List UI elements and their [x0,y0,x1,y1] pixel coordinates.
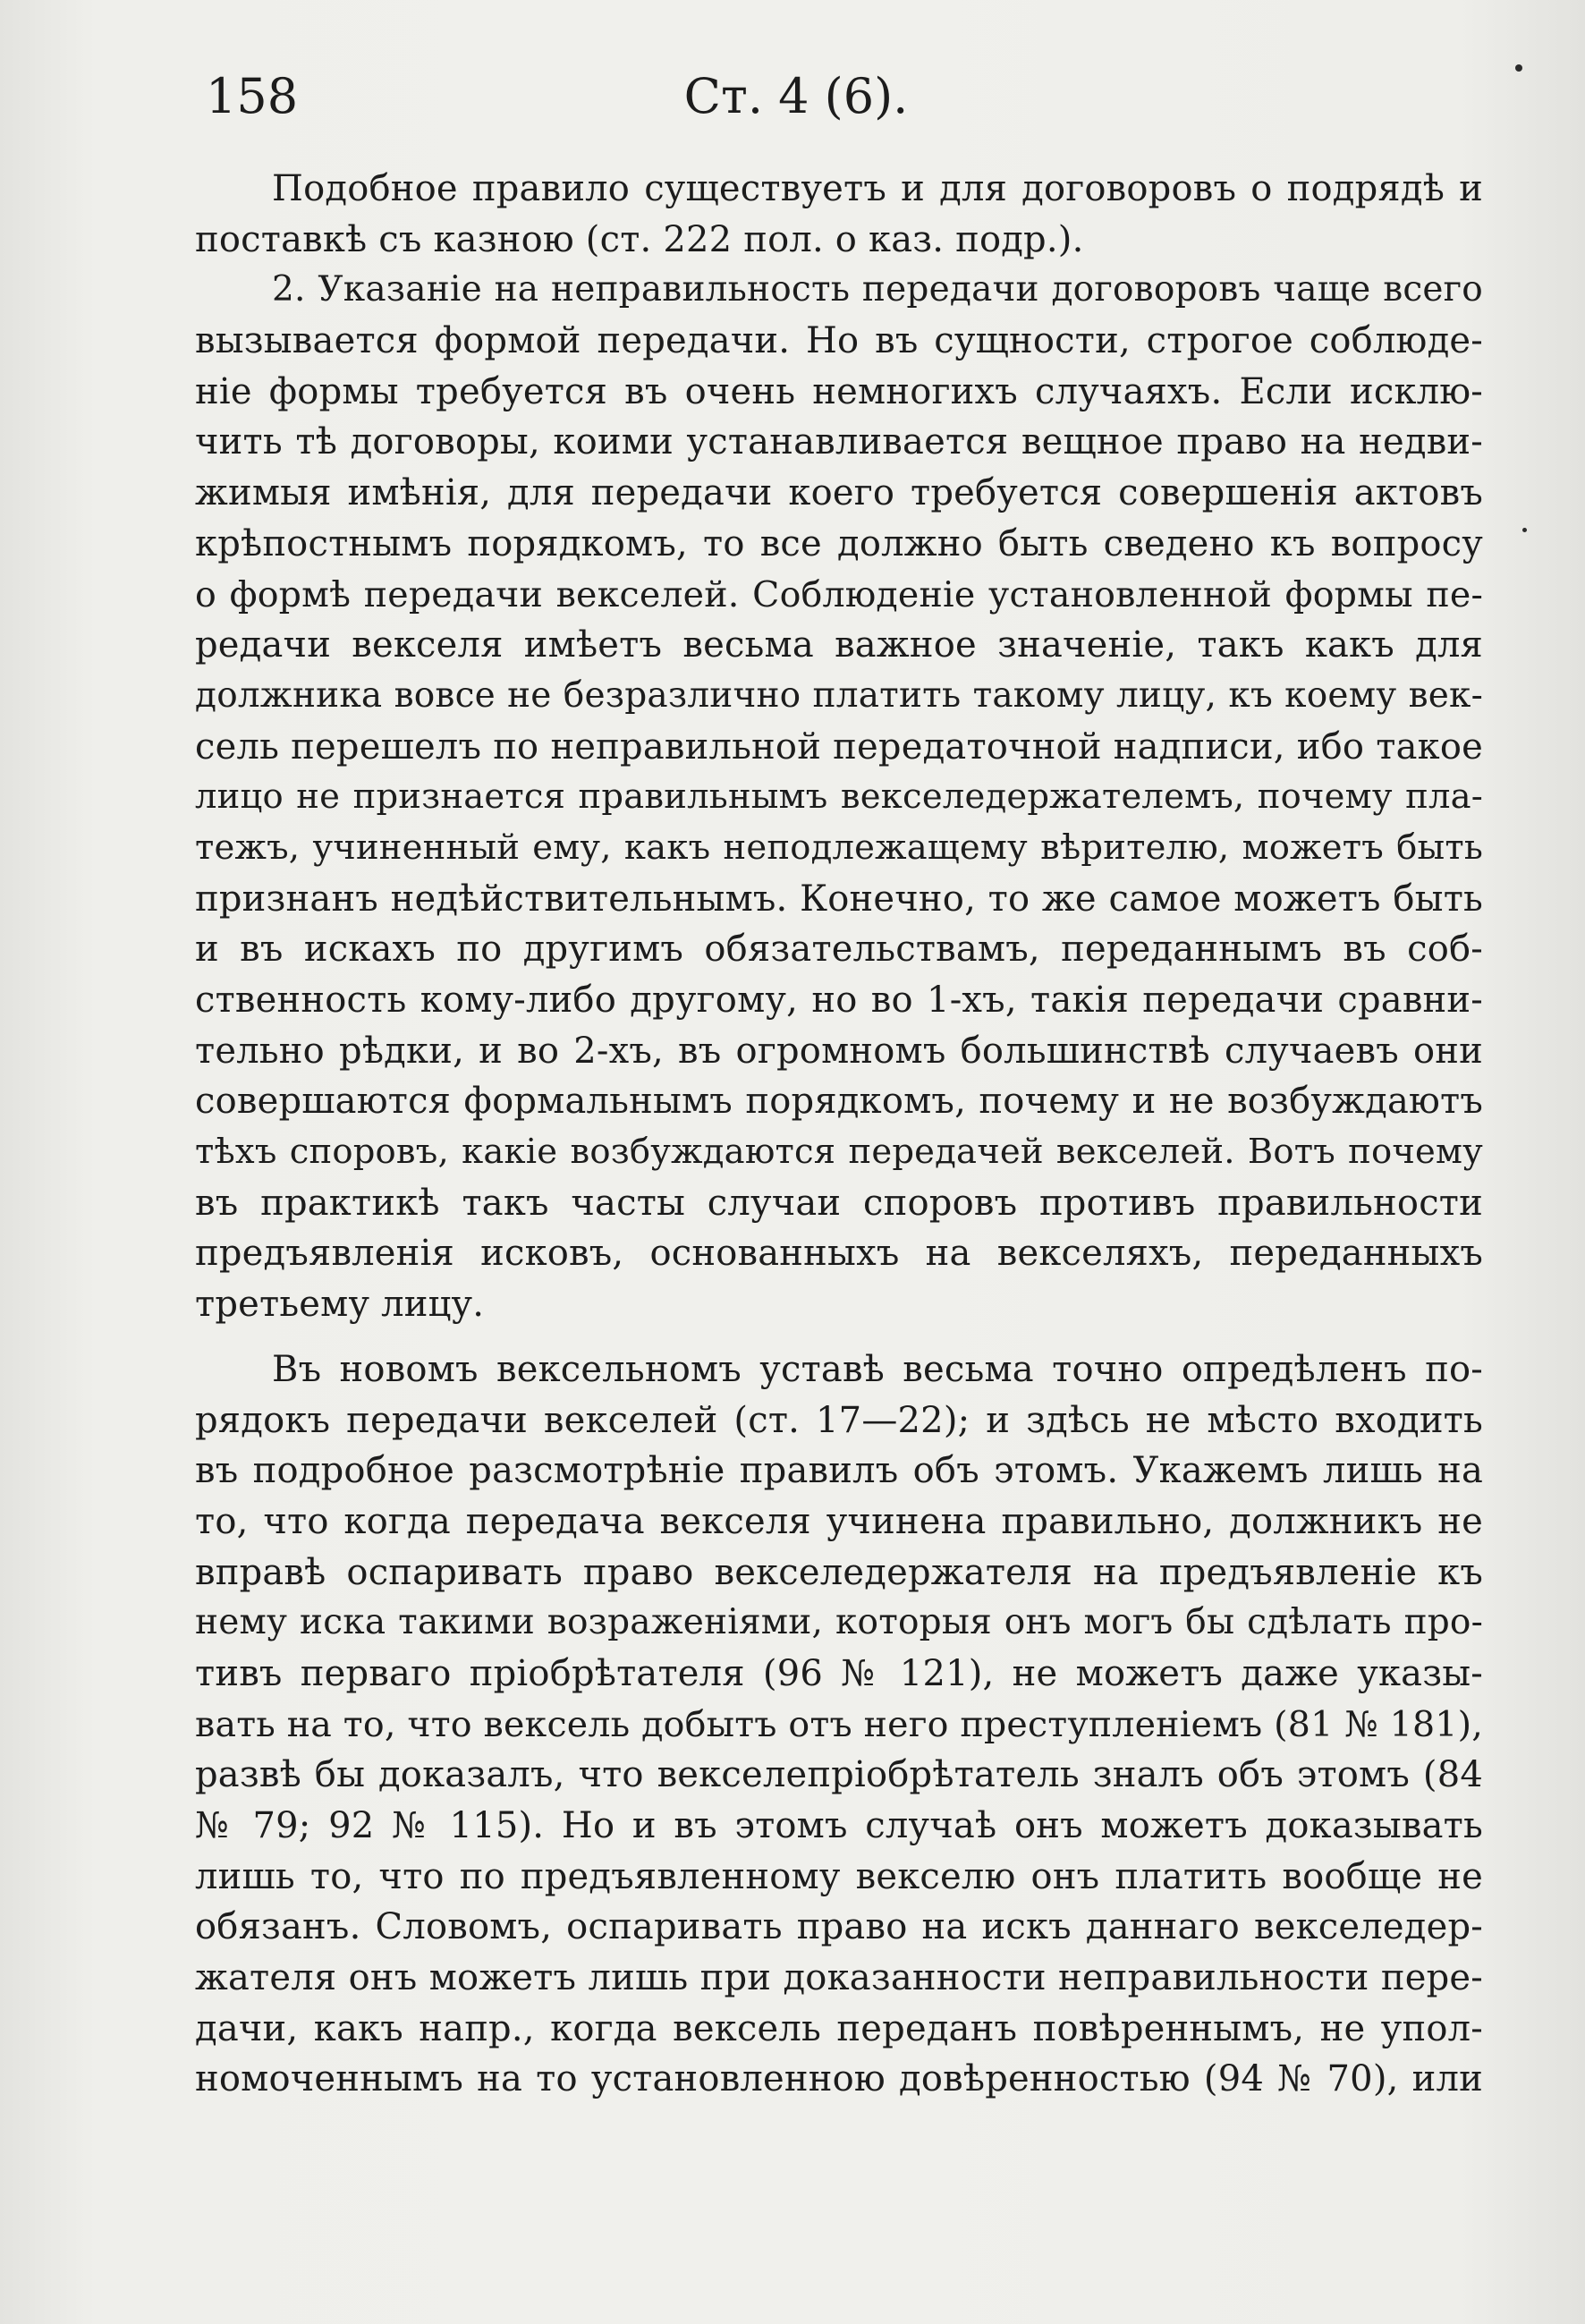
text-line: вправѣ оспаривать право векселедержателя на предъявленіе къ [195,1551,1483,1593]
text-line: обязанъ. Словомъ, оспаривать право на искъ даннаго векселедер- [195,1906,1483,1948]
text-line: въ подробное разсмотрѣніе правилъ объ этомъ. Укажемъ лишь на [195,1450,1483,1492]
text-line: ственность кому-либо другому, но во 1-хъ, такія передачи сравни- [195,980,1483,1021]
text-line: вать на то, что вексель добытъ отъ него преступленіемъ (81 № 181), [195,1703,1483,1745]
text-line: признанъ недѣйствительнымъ. Конечно, то же самое можетъ быть [195,878,1483,920]
text-line: Въ новомъ вексельномъ уставѣ весьма точно опредѣленъ по- [272,1348,1483,1390]
text-line: тѣхъ споровъ, какіе возбуждаются передачей векселей. Вотъ почему [195,1132,1483,1173]
text-line: жимыя имѣнія, для передачи коего требуется совершенія актовъ [195,472,1483,514]
text-line: крѣпостнымъ порядкомъ, то все должно быть сведено къ вопросу [195,522,1483,564]
text-line: и въ искахъ по другимъ обязательствамъ, переданнымъ въ соб- [195,929,1483,971]
text-line: рядокъ передачи векселей (ст. 17—22); и здѣсь не мѣсто входить [195,1399,1483,1441]
text-line: поставкѣ съ казною (ст. 222 пол. о каз. подр.). [195,218,1084,260]
text-line: въ практикѣ такъ часты случаи споровъ противъ правильности [195,1182,1483,1224]
text-line: то, что когда передача векселя учинена правильно, должникъ не [195,1500,1483,1542]
text-line: предъявленія исковъ, основанныхъ на векселяхъ, переданныхъ [195,1233,1483,1275]
paragraph-gap [195,1330,1483,1344]
ink-speck [1515,64,1522,72]
text-line: Подобное правило существуетъ и для договоровъ о подрядѣ и [272,168,1483,209]
text-block [195,164,1483,2105]
text-line: вызывается формой передачи. Но въ сущности, строгое соблюде- [195,320,1483,362]
running-head: Ст. 4 (6). [683,68,909,124]
text-line: о формѣ передачи векселей. Соблюденіе установленной формы пе- [195,573,1483,615]
ink-speck [1522,528,1527,532]
text-line: совершаются формальнымъ порядкомъ, почему и не возбуждаютъ [195,1081,1483,1123]
text-line: тельно рѣдки, и во 2-хъ, въ огромномъ большинствѣ случаевъ они [195,1030,1483,1072]
paragraph [195,265,1483,1329]
text-line: номоченнымъ на то установленною довѣренностью (94 № 70), или [195,2058,1483,2100]
text-line: 2. Указаніе на неправильность передачи договоровъ чаще всего [272,269,1483,310]
text-line: нему иска такими возраженіями, которыя онъ могъ бы сдѣлать про- [195,1602,1483,1643]
text-line: редачи векселя имѣетъ весьма важное значеніе, такъ какъ для [195,624,1483,666]
text-line: третьему лицу. [195,1284,485,1326]
paragraph [195,1344,1483,2105]
text-line: дачи, какъ напр., когда вексель переданъ повѣреннымъ, не упол- [195,2007,1483,2049]
text-line: сель перешелъ по неправильной передаточной надписи, ибо такое [195,725,1483,768]
text-line: чить тѣ договоры, коими устанавливается вещное право на недви- [195,421,1483,463]
text-line: ніе формы требуется въ очень немногихъ случаяхъ. Если исклю- [195,370,1483,412]
text-line: № 79; 92 № 115). Но и въ этомъ случаѣ онъ можетъ доказывать [195,1805,1483,1846]
text-line: тивъ перваго пріобрѣтателя (96 № 121), не можетъ даже указы- [195,1652,1483,1694]
page-number: 158 [206,68,299,124]
text-line: должника вовсе не безразлично платить такому лицу, къ коему век- [195,674,1483,716]
text-line: тежъ, учиненный ему, какъ неподлежащему вѣрителю, можетъ быть [195,827,1483,868]
text-line: лицо не признается правильнымъ векселедержателемъ, почему пла- [195,776,1483,818]
text-line: жателя онъ можетъ лишь при доказанности неправильности пере- [195,1957,1483,1999]
text-line: развѣ бы доказалъ, что векселепріобрѣтатель зналъ объ этомъ (84 [195,1754,1483,1796]
text-line: лишь то, что по предъявленному векселю онъ платить вообще не [195,1855,1483,1897]
paragraph [195,164,1483,265]
page-header [206,61,1485,132]
